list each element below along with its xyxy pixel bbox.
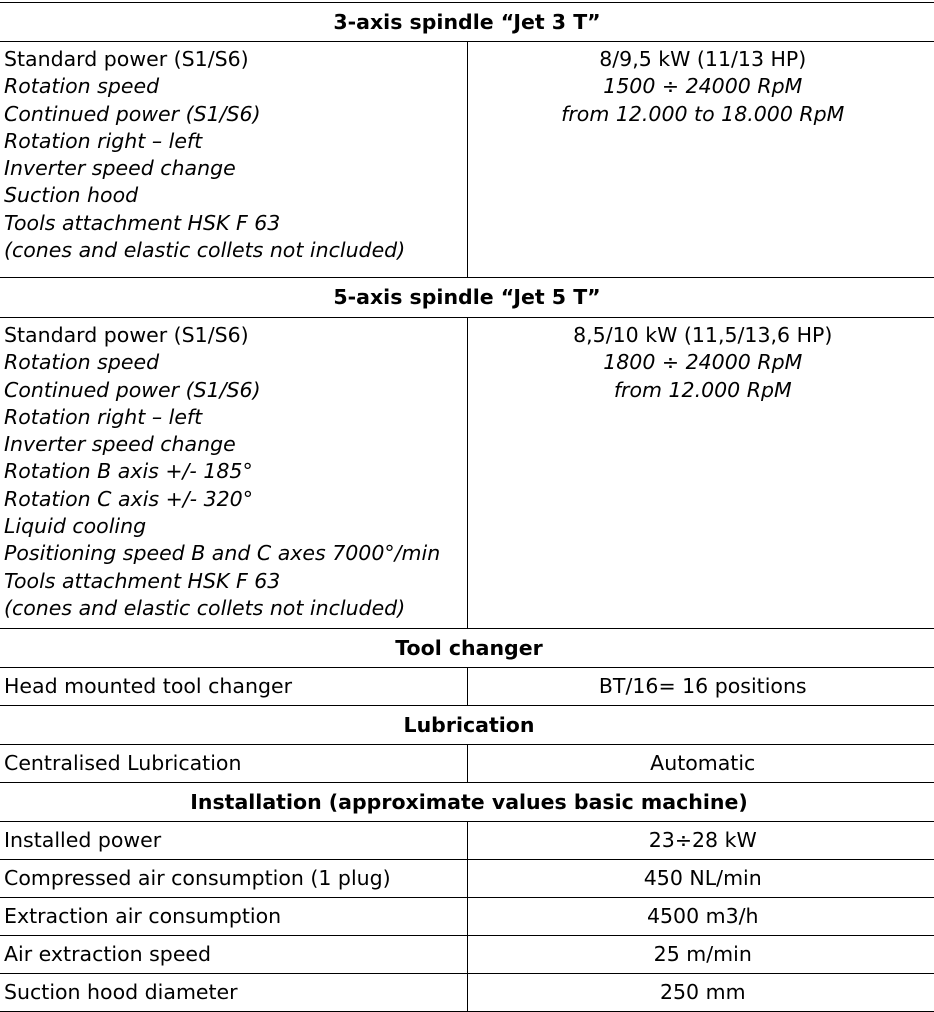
spec-label: Tools attachment HSK F 63: [4, 210, 467, 237]
spec-label: Continued power (S1/S6): [4, 101, 467, 128]
installation-value: 250 mm: [467, 974, 934, 1012]
installation-value: 4500 m3/h: [467, 898, 934, 936]
tool-changer-label: Head mounted tool changer: [0, 668, 467, 706]
installation-label: Air extraction speed: [0, 936, 467, 974]
installation-value: 25 m/min: [467, 936, 934, 974]
spec-label: Standard power (S1/S6): [4, 46, 467, 73]
installation-label: Installed power: [0, 822, 467, 860]
spec-value: 1800 ÷ 24000 RpM: [472, 349, 934, 376]
spec-table: [0, 2, 934, 1012]
spec-label: Continued power (S1/S6): [4, 377, 467, 404]
section-header-jet3: 3-axis spindle “Jet 3 T”: [0, 3, 934, 42]
spec-label: Inverter speed change: [4, 431, 467, 458]
installation-value: 23÷28 kW: [467, 822, 934, 860]
spec-label: Rotation B axis +/- 185°: [4, 458, 467, 485]
jet3-spec-labels: [0, 42, 467, 278]
section-header-tool-changer: Tool changer: [0, 629, 934, 668]
spec-label: Rotation C axis +/- 320°: [4, 486, 467, 513]
jet5-spec-labels: [0, 318, 467, 629]
installation-label: Compressed air consumption (1 plug): [0, 860, 467, 898]
spec-label: Standard power (S1/S6): [4, 322, 467, 349]
spec-value: 8/9,5 kW (11/13 HP): [472, 46, 934, 73]
section-header-installation: Installation (approximate values basic machine): [0, 783, 934, 822]
jet5-spec-values: [467, 318, 934, 629]
spec-label: Rotation right – left: [4, 128, 467, 155]
jet3-spec-values: [467, 42, 934, 278]
spec-label: Suction hood: [4, 182, 467, 209]
spec-value: 8,5/10 kW (11,5/13,6 HP): [472, 322, 934, 349]
spec-value: from 12.000 to 18.000 RpM: [472, 101, 934, 128]
installation-label: Suction hood diameter: [0, 974, 467, 1012]
spec-label: Rotation speed: [4, 349, 467, 376]
spec-value: 1500 ÷ 24000 RpM: [472, 73, 934, 100]
section-header-jet5: 5-axis spindle “Jet 5 T”: [0, 278, 934, 318]
tool-changer-value: BT/16= 16 positions: [467, 668, 934, 706]
section-header-lubrication: Lubrication: [0, 706, 934, 745]
lubrication-label: Centralised Lubrication: [0, 745, 467, 783]
spec-label: (cones and elastic collets not included): [4, 595, 467, 622]
spec-label: Inverter speed change: [4, 155, 467, 182]
spec-value: from 12.000 RpM: [472, 377, 934, 404]
installation-label: Extraction air consumption: [0, 898, 467, 936]
spec-label: Positioning speed B and C axes 7000°/min: [4, 540, 467, 567]
spec-label: (cones and elastic collets not included): [4, 237, 467, 264]
installation-value: 450 NL/min: [467, 860, 934, 898]
spec-label: Rotation right – left: [4, 404, 467, 431]
spec-label: Rotation speed: [4, 73, 467, 100]
lubrication-value: Automatic: [467, 745, 934, 783]
spec-label: Liquid cooling: [4, 513, 467, 540]
spec-label: Tools attachment HSK F 63: [4, 568, 467, 595]
